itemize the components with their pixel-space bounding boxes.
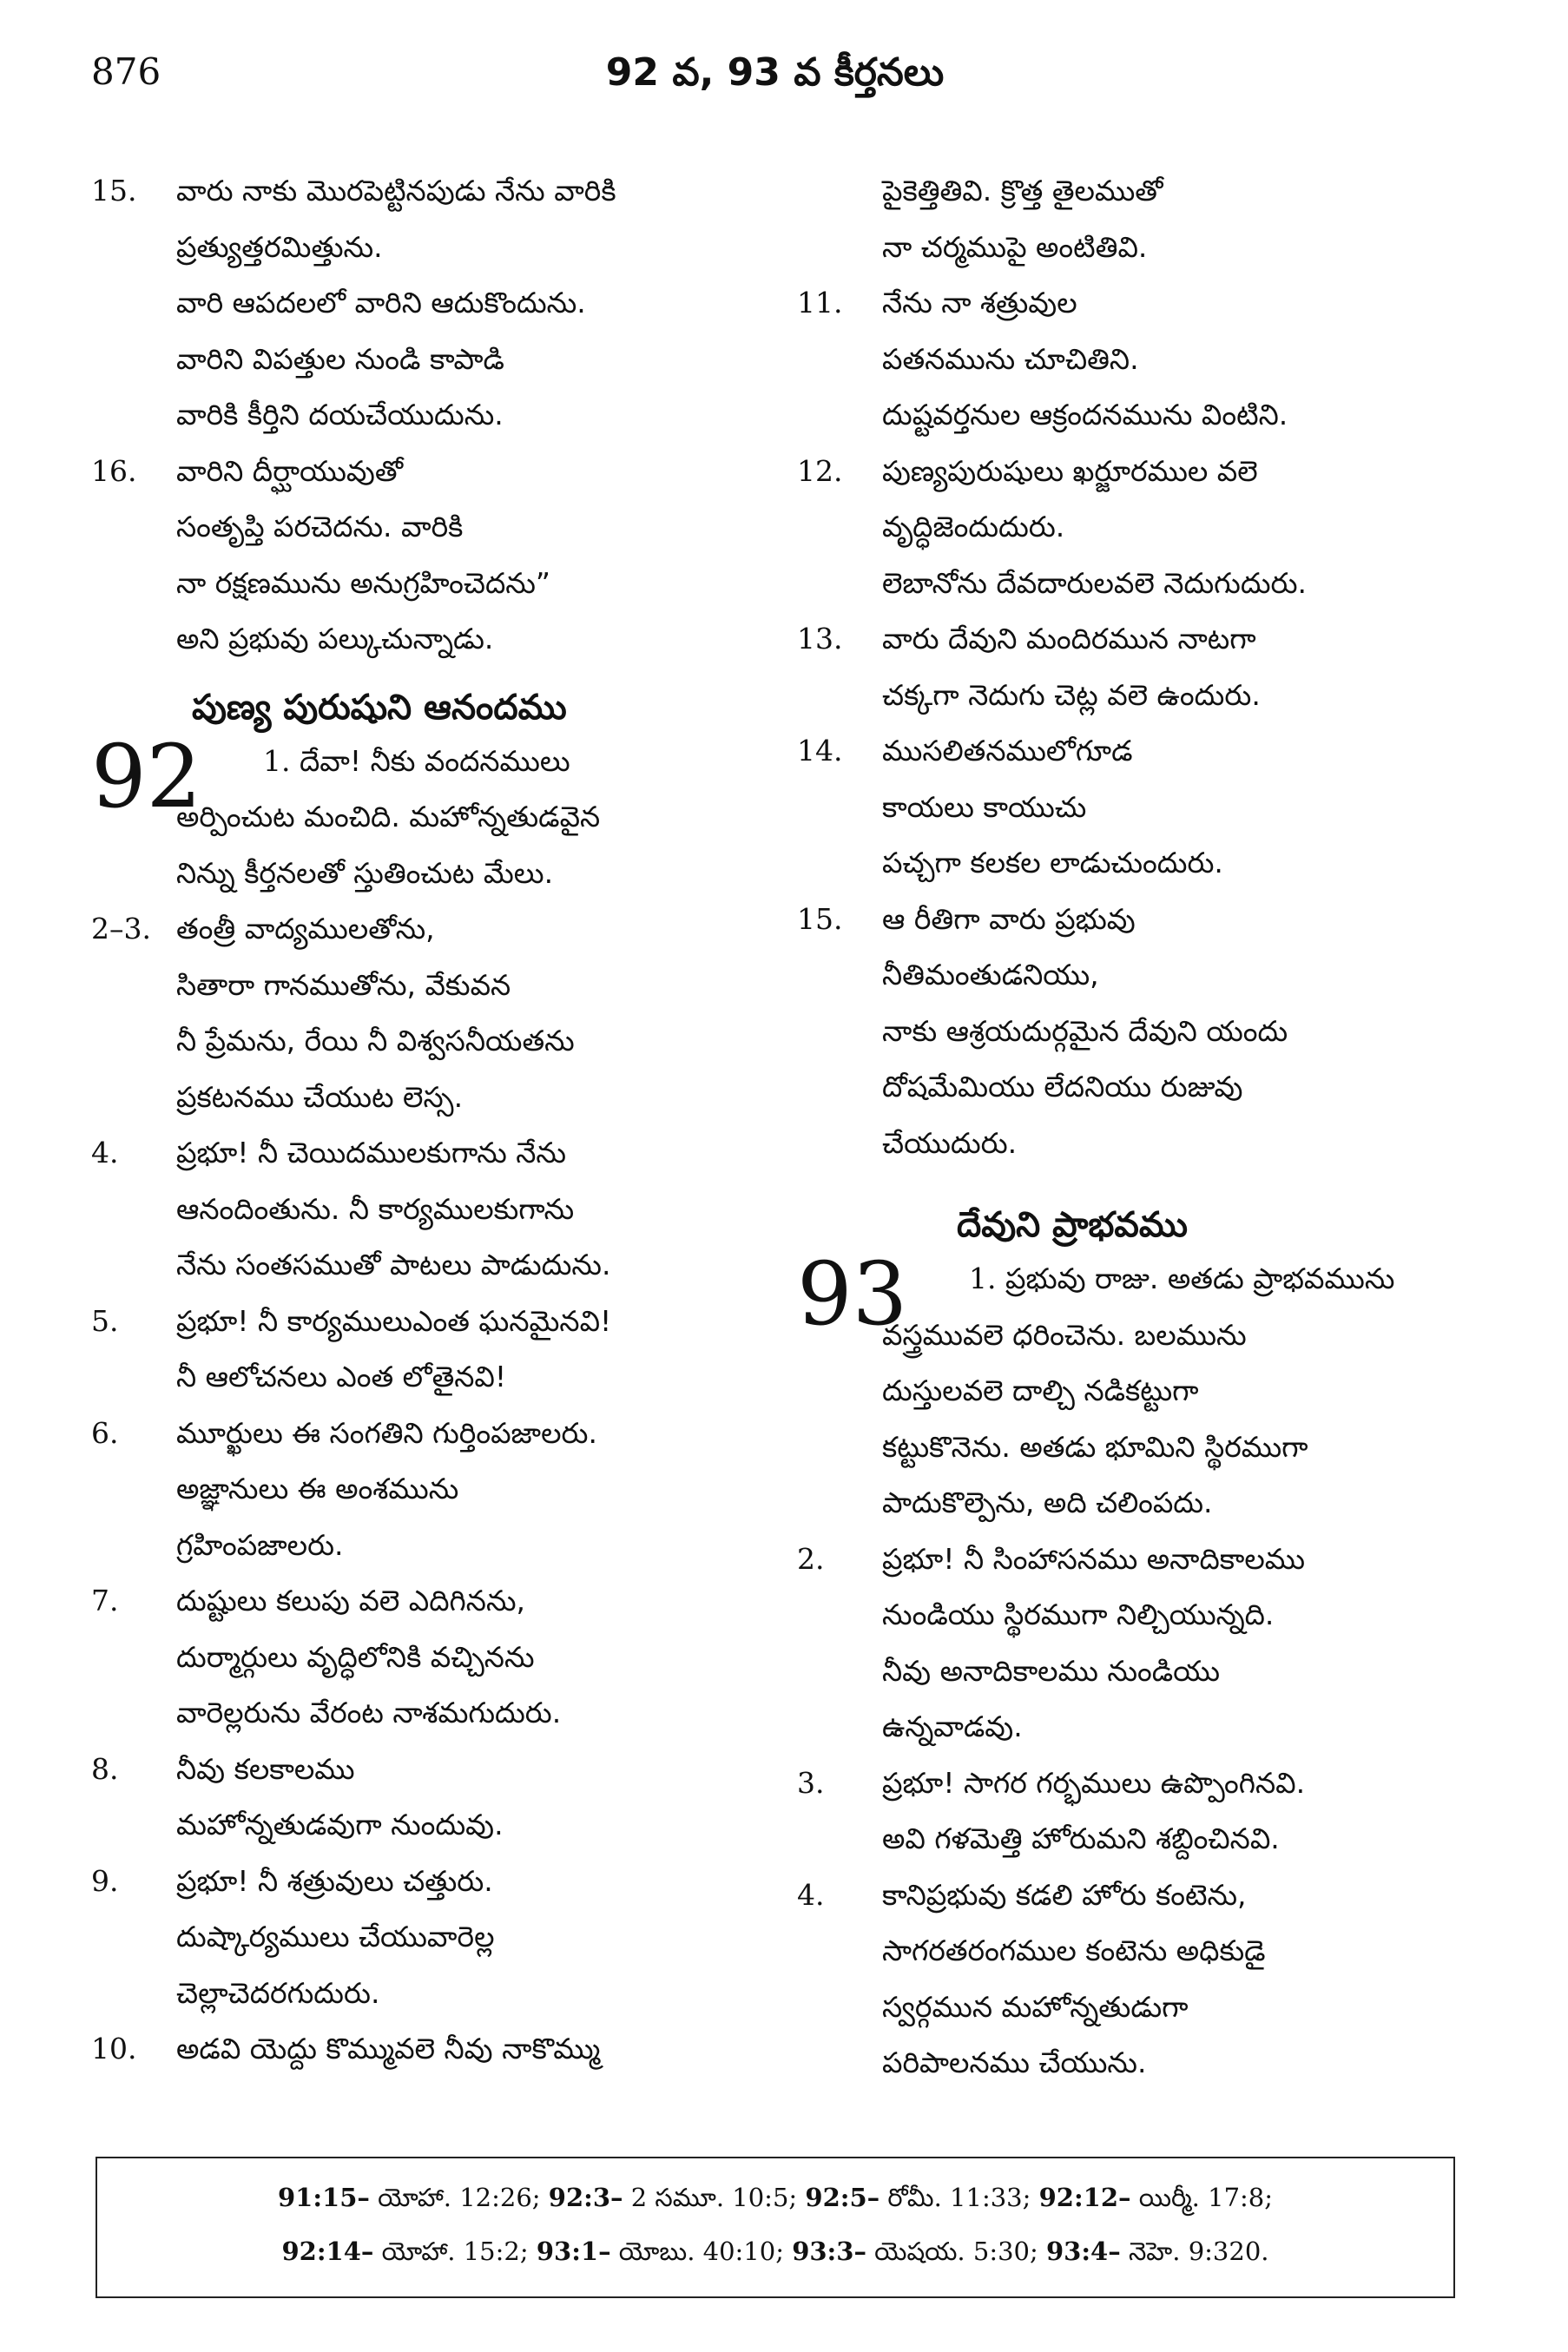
cross-reference-line xyxy=(97,2171,1453,2224)
verse-line: నీ ప్రేమను, రేయి నీ విశ్వసనీయతను xyxy=(176,1024,575,1057)
verse xyxy=(797,1868,1492,2092)
verse-line: వారు దేవుని మందిరమున నాటగా xyxy=(882,622,1256,656)
verse-line: పచ్చగా కలకల లాడుచుందురు. xyxy=(882,846,1223,880)
verse-line: దోషమేమియు లేదనియు రుజువు xyxy=(882,1070,1243,1104)
verse-line: నుండియు స్థిరముగా నిల్చియున్నది. xyxy=(882,1598,1275,1631)
verse-line: మూర్ఖులు ఈ సంగతిని గుర్తింపజాలరు. xyxy=(176,1415,597,1450)
verse-line: వారికి కీర్తిని దయచేయుదును. xyxy=(176,398,504,432)
verse-line: పతనమును చూచితిని. xyxy=(882,341,1139,376)
cross-reference-key: 92:14– xyxy=(281,2237,374,2266)
verse xyxy=(797,892,1492,1172)
verse-line: వారెల్లరును వేరంట నాశమగుదురు. xyxy=(176,1696,562,1729)
verse xyxy=(797,1532,1492,1756)
verse xyxy=(91,1573,768,1742)
verse-line: సితారా గానముతోను, వేకువన xyxy=(176,967,511,1002)
verse-line: నీవు కలకాలము xyxy=(176,1751,355,1786)
verse-line: దుష్టవర్తనుల ఆక్రందనమును వింటిని. xyxy=(882,398,1288,432)
cross-reference-key: 93:4– xyxy=(1045,2237,1121,2266)
cross-reference-text: రోమీ. 11:33; xyxy=(880,2183,1039,2212)
verse xyxy=(91,163,768,444)
cross-reference-key: 92:5– xyxy=(805,2183,880,2212)
verse xyxy=(91,444,768,668)
verse-number: 16. xyxy=(91,453,137,488)
verse-line: నీ ఆలోచనలు ఎంత లోతైనవి! xyxy=(176,1360,507,1393)
verse-number: 3. xyxy=(797,1765,825,1800)
cross-reference-line xyxy=(97,2224,1453,2278)
cross-reference-text: 2 సమూ. 10:5; xyxy=(623,2183,806,2212)
verse-line: ప్రకటనము చేయుట లెస్స. xyxy=(176,1079,464,1114)
verse xyxy=(91,1854,768,2022)
verse-number: 13. xyxy=(797,622,843,656)
verse-number: 4. xyxy=(797,1877,825,1912)
cross-reference-text: యోహా. 12:26; xyxy=(369,2183,549,2212)
verse-line: దుస్తులవలె దాల్చి నడికట్టుగా xyxy=(882,1374,1199,1407)
verse-line: నేను సంతసముతో పాటలు పాడుదును. xyxy=(176,1248,611,1281)
psalm-opening xyxy=(797,1243,1492,1532)
cross-reference-text: యెషయ. 5:30; xyxy=(866,2237,1046,2266)
psalm-opening xyxy=(91,725,768,902)
verse-line: అడవి యెద్దు కొమ్మువలె నీవు నాకొమ్ము xyxy=(176,2032,601,2065)
verse-line: కట్టుకొనెను. అతడు భూమిని స్థిరముగా xyxy=(882,1429,1308,1464)
verse-line: ప్రభూ! నీ శత్రువులు చత్తురు. xyxy=(176,1863,493,1898)
cross-reference-text: యిర్మీ. 17:8; xyxy=(1130,2183,1274,2212)
verse-line: కానిప్రభువు కడలి హోరు కంటెను, xyxy=(882,1877,1247,1912)
verse-line: స్వర్గమున మహోన్నతుడుగా xyxy=(882,1989,1189,2024)
verse-number: 12. xyxy=(797,453,843,488)
verse-line: ప్రభూ! నీ చెయిదములకుగాను నేను xyxy=(176,1136,567,1169)
verse-line: వారు నాకు మొరపెట్టినపుడు నేను వారికి xyxy=(176,174,616,208)
verse-number: 15. xyxy=(91,174,137,208)
verse xyxy=(91,901,768,1125)
cross-reference-key: 92:12– xyxy=(1038,2183,1131,2212)
verse-number: 7. xyxy=(91,1584,119,1617)
verse-line: దుర్మార్గులు వృద్ధిలోనికి వచ్చినను xyxy=(176,1639,535,1674)
cross-references-box xyxy=(96,2157,1455,2298)
verse xyxy=(797,1756,1492,1868)
cross-reference-key: 91:15– xyxy=(277,2183,370,2212)
verse xyxy=(91,1742,768,1854)
verse xyxy=(91,1406,768,1574)
verse-line: నా చర్మముపై అంటితివి. xyxy=(882,229,1148,264)
verse-line: ముసలితనములోగూడ xyxy=(882,734,1133,768)
verse xyxy=(91,2021,768,2078)
verse-line: 1. దేవా! నీకు వందనములు xyxy=(263,743,570,778)
verse-line: ఆనందింతును. నీ కార్యములకుగాను xyxy=(176,1191,575,1226)
verse-number: 1. xyxy=(969,1262,1005,1295)
verse-line: అవి గళమెత్తి హోరుమని శబ్దించినవి. xyxy=(882,1822,1280,1855)
verse-line: పుణ్యపురుషులు ఖర్జూరముల వలె xyxy=(882,453,1258,488)
verse-line: పైకెత్తితివి. క్రొత్త తైలముతో xyxy=(882,174,1163,208)
verse-line: అజ్ఞానులు ఈ అంశమును xyxy=(176,1472,459,1505)
verse-line: ప్రత్యుత్తరమిత్తును. xyxy=(176,229,383,264)
psalm-number: 92 xyxy=(91,725,202,827)
verse-line: 1. ప్రభువు రాజు. అతడు ప్రాభవమును xyxy=(969,1262,1395,1295)
verse-number: 8. xyxy=(91,1751,119,1786)
verse-line: లెబానోను దేవదారులవలె నెదుగుదురు. xyxy=(882,565,1308,600)
verse-line: మహోన్నతుడవుగా నుందువు. xyxy=(176,1808,504,1841)
verse-line: ప్రభూ! సాగర గర్భములు ఉప్పొంగినవి. xyxy=(882,1765,1306,1800)
verse xyxy=(797,723,1492,892)
verse-line: ప్రభూ! నీ కార్యములుఎంత ఘనమైనవి! xyxy=(176,1303,612,1338)
verse-line: నేను నా శత్రువుల xyxy=(882,286,1077,320)
verse-number: 2. xyxy=(797,1541,825,1576)
verse-line: దుష్టులు కలుపు వలె ఎదిగినను, xyxy=(176,1584,526,1617)
verse-line: నీతిమంతుడనియు, xyxy=(882,958,1099,992)
verse-line: నా రక్షణమును అనుగ్రహించెదను” xyxy=(176,565,550,600)
verse-line: నాకు ఆశ్రయదుర్గమైన దేవుని యందు xyxy=(882,1013,1288,1048)
verse-line: అని ప్రభువు పల్కుచున్నాడు. xyxy=(176,622,494,656)
page-number: 876 xyxy=(91,50,161,93)
verse xyxy=(91,1125,768,1294)
verse-line: గ్రహింపజాలరు. xyxy=(176,1527,344,1562)
verse xyxy=(797,275,1492,444)
verse xyxy=(91,1294,768,1406)
verse-line: ఆ రీతిగా వారు ప్రభువు xyxy=(882,901,1136,936)
verse-line: ఉన్నవాడవు. xyxy=(882,1710,1023,1743)
verse-number: 15. xyxy=(797,901,843,936)
verse-line: ప్రభూ! నీ సింహాసనము అనాదికాలము xyxy=(882,1541,1306,1576)
cross-reference-key: 92:3– xyxy=(548,2183,623,2212)
verse-line: సంతృప్తి పరచెదను. వారికి xyxy=(176,510,464,544)
page-title: 92 వ, 93 వ కీర్తనలు xyxy=(605,50,945,95)
verse-line: వారిని దీర్ఘాయువుతో xyxy=(176,453,404,488)
verse-number: 1. xyxy=(263,743,300,778)
verse-line: అర్పించుట మంచిది. మహోన్నతుడవైన xyxy=(176,800,601,833)
cross-reference-key: 93:3– xyxy=(792,2237,866,2266)
verse-line: కాయలు కాయుచు xyxy=(882,789,1087,824)
verse-line: వృద్ధిజెందుదురు. xyxy=(882,510,1065,544)
cross-reference-text: యోబు. 40:10; xyxy=(610,2237,793,2266)
verse-line: తంత్రీ వాద్యములతోను, xyxy=(176,912,435,945)
verse-number: 4. xyxy=(91,1136,119,1169)
psalm-heading: పుణ్య పురుషుని ఆనందము xyxy=(192,687,567,728)
verse-line: చెల్లాచెదరగుదురు. xyxy=(176,1975,380,2010)
verse xyxy=(797,611,1492,723)
verse xyxy=(797,163,1492,275)
verse-number: 14. xyxy=(797,734,843,768)
verse-line: నీవు అనాదికాలము నుండియు xyxy=(882,1653,1220,1688)
psalm-heading: దేవుని ప్రాభవము xyxy=(957,1205,1189,1245)
verse-number: 9. xyxy=(91,1863,119,1898)
verse-number: 10. xyxy=(91,2032,137,2065)
verse xyxy=(797,444,1492,612)
psalm-number: 93 xyxy=(797,1243,908,1345)
verse-line: నిన్ను కీర్తనలతో స్తుతించుట మేలు. xyxy=(176,855,554,890)
verse-line: చేయుదురు. xyxy=(882,1125,1018,1160)
verse-line: వారిని విపత్తుల నుండి కాపాడి xyxy=(176,341,504,376)
verse-line: సాగరతరంగముల కంటెను అధికుడై xyxy=(882,1934,1266,1967)
verse-number: 5. xyxy=(91,1303,119,1338)
verse-line: దుష్కార్యములు చేయువారెల్ల xyxy=(176,1920,495,1953)
verse-number: 6. xyxy=(91,1415,119,1450)
verse-number: 11. xyxy=(797,286,843,320)
verse-number: 2–3. xyxy=(91,912,151,945)
verse-line: వారి ఆపదలలో వారిని ఆదుకొందును. xyxy=(176,286,586,320)
cross-reference-key: 93:1– xyxy=(536,2237,611,2266)
verse-line: పాదుకొల్పెను, అది చలింపదు. xyxy=(882,1486,1213,1519)
verse-line: వస్త్రమువలె ధరించెను. బలమును xyxy=(882,1317,1247,1352)
left-column xyxy=(91,163,768,2078)
right-column xyxy=(797,163,1492,2092)
page-header xyxy=(91,50,1459,111)
verse-line: చక్కగా నెదుగు చెట్ల వలె ఉందురు. xyxy=(882,677,1261,712)
cross-reference-text: యోహా. 15:2; xyxy=(373,2237,537,2266)
verse-line: పరిపాలనము చేయును. xyxy=(882,2046,1147,2079)
cross-reference-text: నెహె. 9:320. xyxy=(1120,2237,1269,2266)
